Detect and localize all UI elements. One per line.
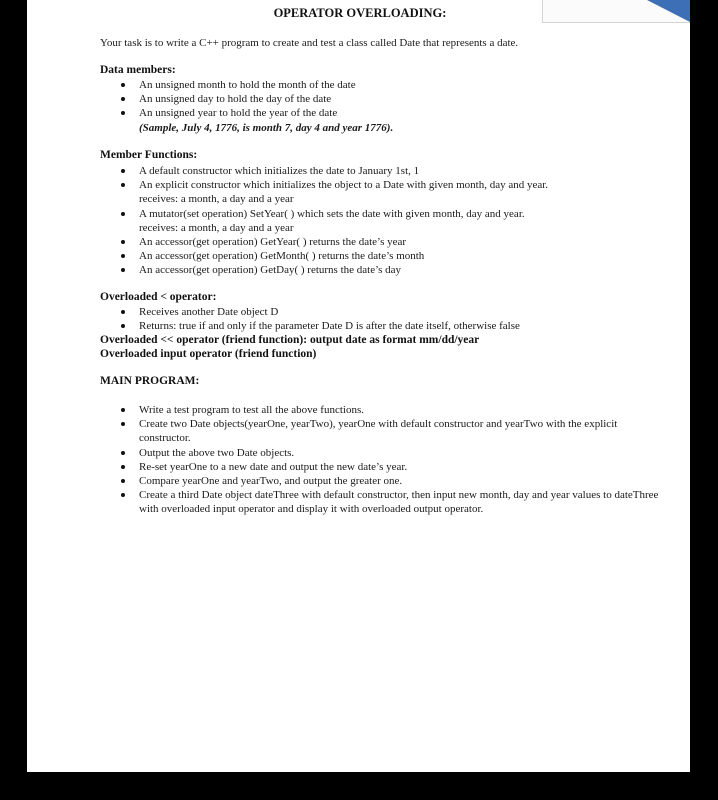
- overloaded-lt-heading: Overloaded < operator:: [100, 291, 217, 303]
- list-item: Create two Date objects(yearOne, yearTwo), yearOne with default constructor and yearTwo with the explicit constructor.: [100, 417, 670, 445]
- list-item: A default constructor which initializes the date to January 1st, 1: [100, 164, 670, 178]
- overloaded-input-line: Overloaded input operator (friend function): [100, 348, 317, 360]
- list-item: An unsigned year to hold the year of the date: [100, 106, 670, 120]
- data-members-list: [100, 78, 670, 135]
- sample-note: (Sample, July 4, 1776, is month 7, day 4 and year 1776).: [139, 121, 394, 134]
- page-title: OPERATOR OVERLOADING:: [273, 6, 447, 20]
- list-item: Output the above two Date objects.: [100, 446, 670, 460]
- intro-text: Your task is to write a C++ program to create and test a class called Date that represents a date.: [100, 37, 519, 49]
- list-item: Receives another Date object D: [100, 305, 670, 319]
- list-item: Returns: true if and only if the parameter Date D is after the date itself, otherwise false: [100, 319, 670, 333]
- list-item: Create a third Date object dateThree with default constructor, then input new month, day and year values to dateThree with overloaded input operator and display it with overloaded output operator.: [100, 488, 670, 516]
- list-item: Re-set yearOne to a new date and output the new date’s year.: [100, 460, 670, 474]
- list-item: An explicit constructor which initializes the object to a Date with given month, day and year.: [100, 178, 670, 192]
- list-item-continuation: receives: a month, a day and a year: [139, 193, 294, 206]
- overloaded-lt-list: [100, 305, 670, 333]
- list-item: A mutator(set operation) SetYear( ) which sets the date with given month, day and year.: [100, 207, 670, 221]
- main-program-heading: MAIN PROGRAM:: [100, 375, 200, 387]
- document-page: [27, 0, 690, 772]
- list-item: Compare yearOne and yearTwo, and output the greater one.: [100, 474, 670, 488]
- list-item: An accessor(get operation) GetMonth( ) returns the date’s month: [100, 249, 670, 263]
- member-functions-list: [100, 164, 670, 278]
- list-item: An accessor(get operation) GetYear( ) returns the date’s year: [100, 235, 670, 249]
- main-program-list: [100, 403, 670, 517]
- member-functions-heading: Member Functions:: [100, 149, 198, 161]
- list-item: An unsigned month to hold the month of the date: [100, 78, 670, 92]
- list-item-continuation: receives: a month, a day and a year: [139, 221, 294, 234]
- overloaded-output-line: Overloaded << operator (friend function): output date as format mm/dd/year: [100, 334, 480, 346]
- list-item: An unsigned day to hold the day of the date: [100, 92, 670, 106]
- data-members-heading: Data members:: [100, 64, 176, 76]
- list-item: Write a test program to test all the above functions.: [100, 403, 670, 417]
- list-item: An accessor(get operation) GetDay( ) returns the date’s day: [100, 263, 670, 277]
